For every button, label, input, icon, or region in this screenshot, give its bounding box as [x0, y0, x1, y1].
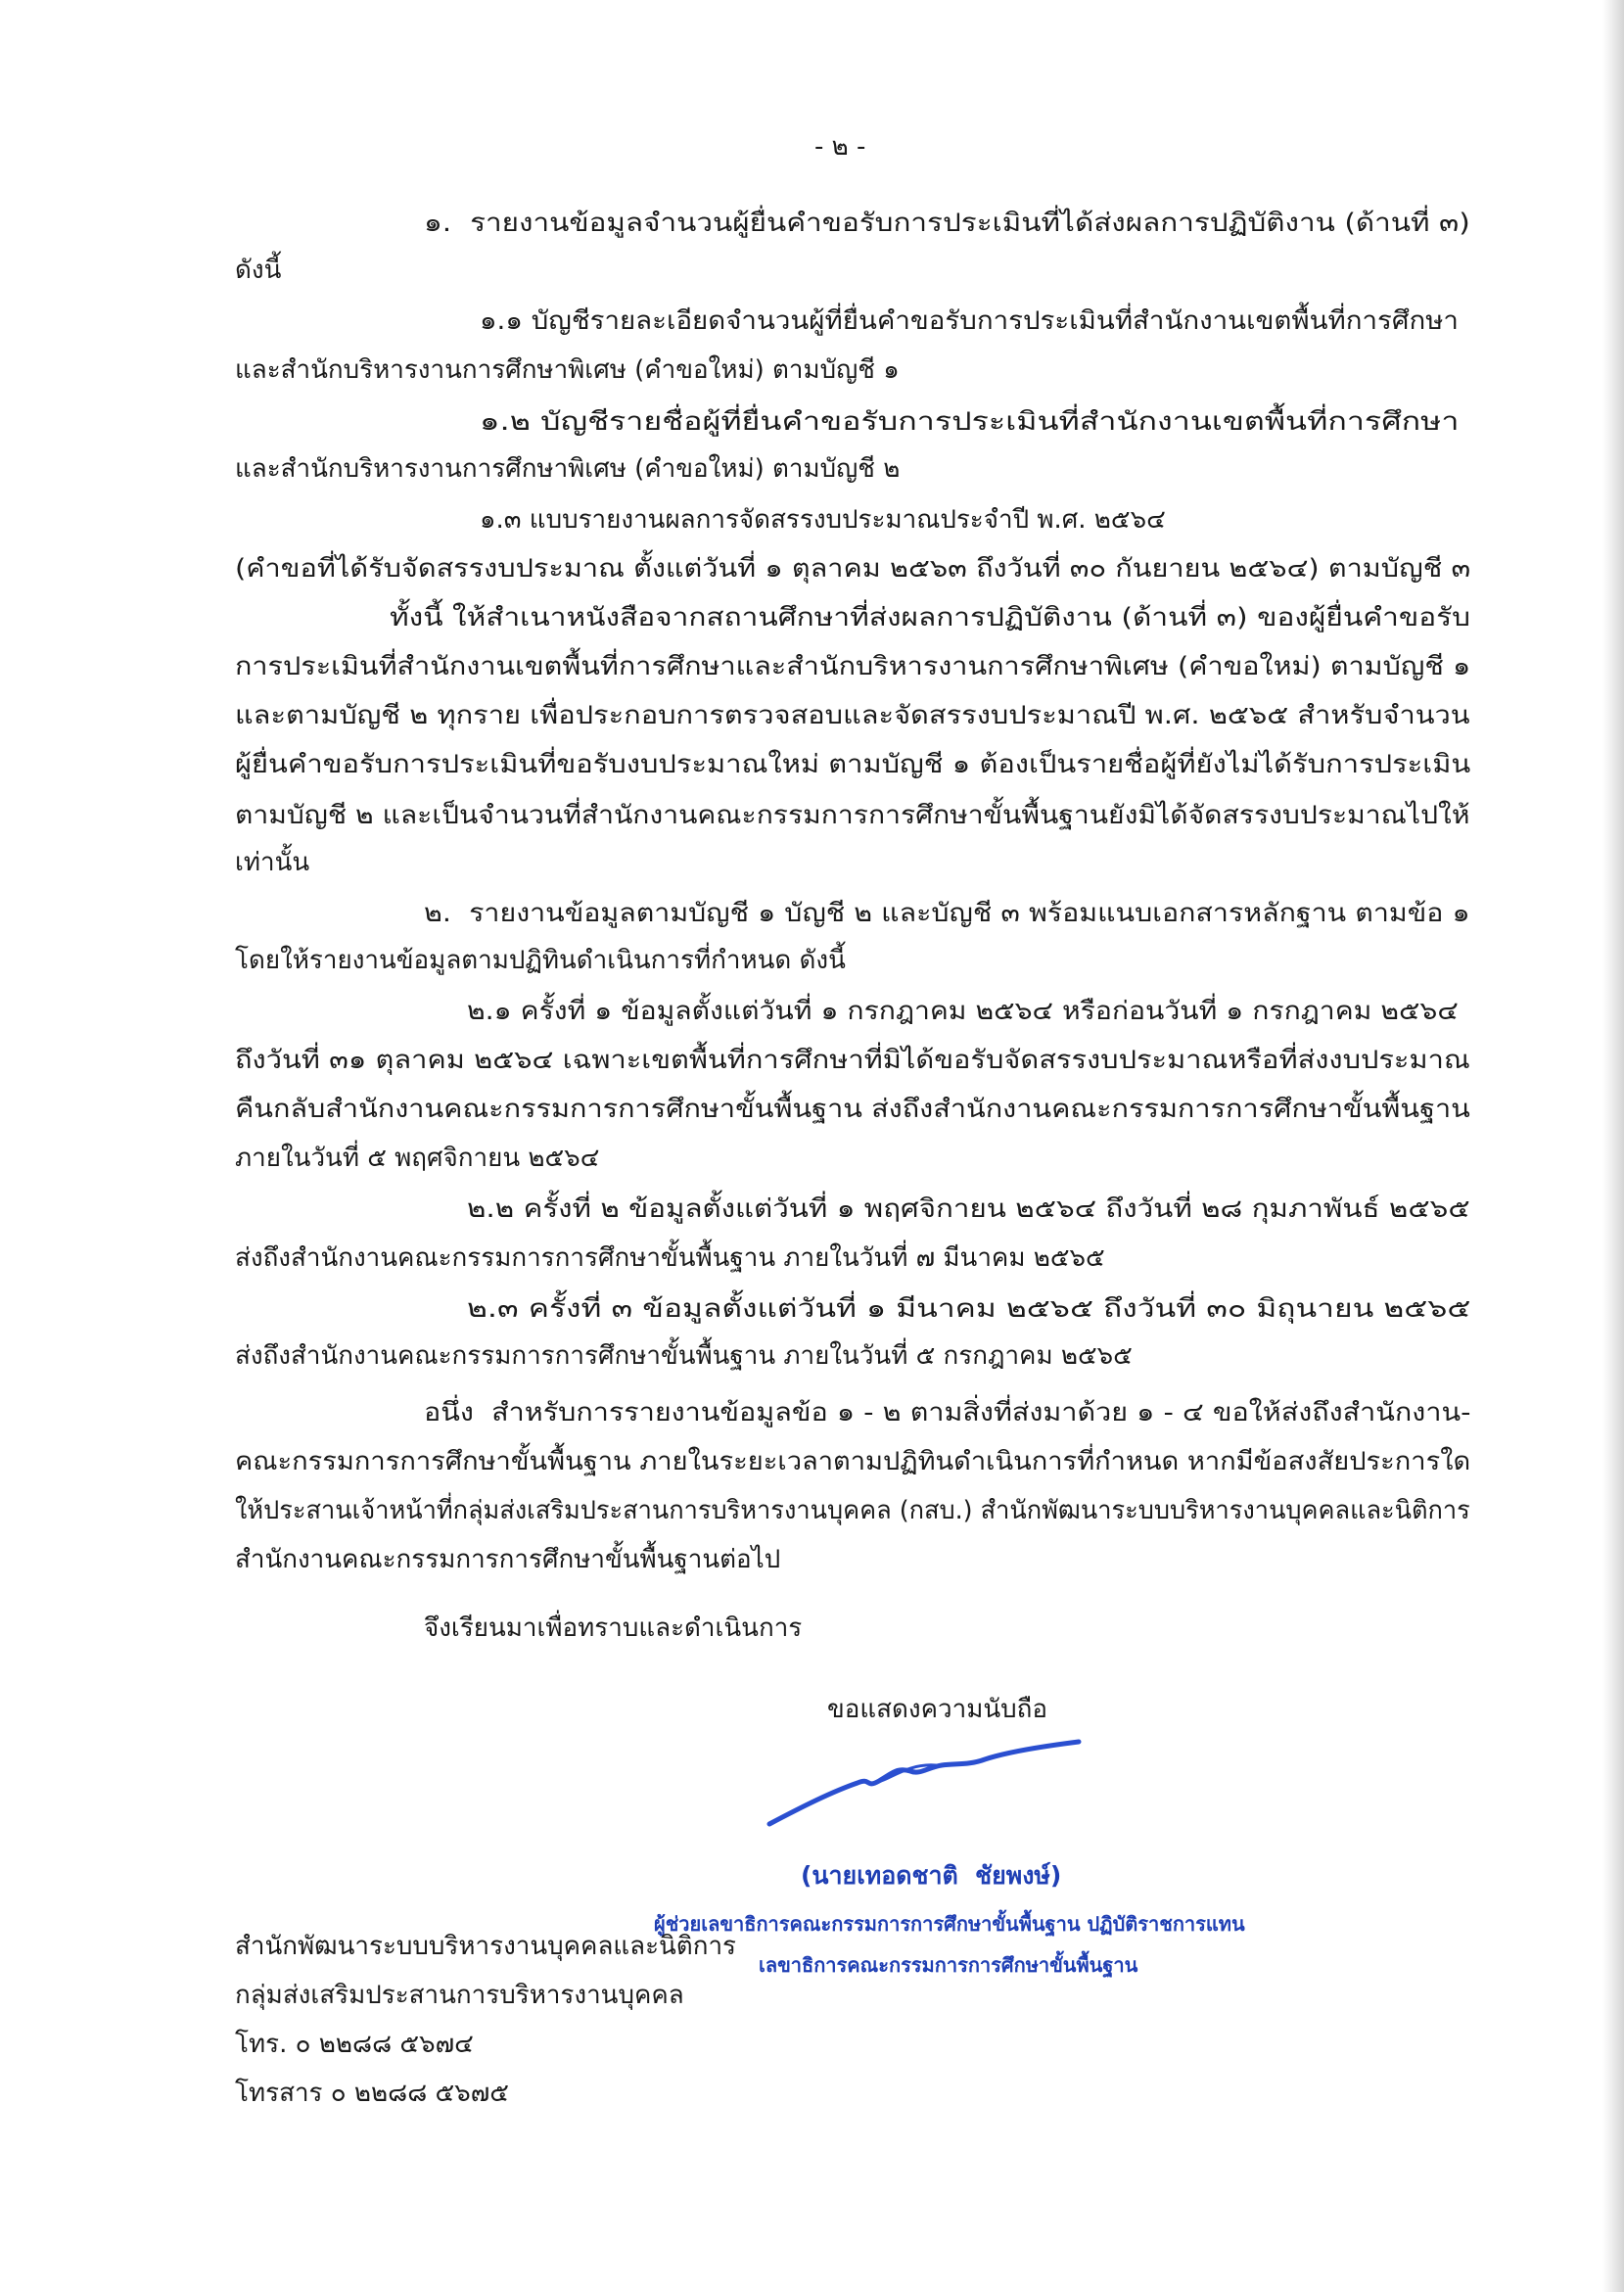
paragraph-line: ๑.๓ แบบรายงานผลการจัดสรรงบประมาณประจำปี พ.ศ. ๒๕๖๔ — [480, 505, 1166, 535]
footer-office: สำนักพัฒนาระบบบริหารงานบุคคลและนิติการ — [235, 1932, 737, 1961]
regards-line: ขอแสดงความนับถือ — [827, 1695, 1047, 1724]
paragraph-line: และสำนักบริหารงานการศึกษาพิเศษ (คำขอใหม่) ตามบัญชี ๒ — [235, 454, 901, 484]
handwritten-signature — [764, 1738, 1087, 1836]
paragraph-line: ให้ประสานเจ้าหน้าที่กลุ่มส่งเสริมประสานการบริหารงานบุคคล (กสบ.) สำนักพัฒนาระบบบริหารงานบุคคลและนิติการ — [235, 1496, 1470, 1525]
signatory-title-line-2: เลขาธิการคณะกรรมการการศึกษาขั้นพื้นฐาน — [759, 1953, 1138, 1977]
signatory-title-line-1: ผู้ช่วยเลขาธิการคณะกรรมการการศึกษาขั้นพื้นฐาน ปฏิบัติราชการแทน — [654, 1912, 1245, 1936]
paragraph-line: ๑.๒ บัญชีรายชื่อผู้ที่ยื่นคำขอรับการประเมินที่สำนักงานเขตพื้นที่การศึกษา — [480, 407, 1460, 437]
footer-group: กลุ่มส่งเสริมประสานการบริหารงานบุคคล — [235, 1981, 684, 2010]
paragraph-line: อนึ่ง สำหรับการรายงานข้อมูลข้อ ๑ - ๒ ตามสิ่งที่ส่งมาด้วย ๑ - ๔ ขอให้ส่งถึงสำนักงาน- — [424, 1398, 1471, 1427]
paragraph-line: ผู้ยื่นคำขอรับการประเมินที่ขอรับงบประมาณใหม่ ตามบัญชี ๑ ต้องเป็นรายชื่อผู้ที่ยังไม่ได้รับการประเมิน — [235, 750, 1471, 779]
paragraph-line: ๒.๒ ครั้งที่ ๒ ข้อมูลตั้งแต่วันที่ ๑ พฤศจิกายน ๒๕๖๔ ถึงวันที่ ๒๘ กุมภาพันธ์ ๒๕๖๕ — [467, 1194, 1470, 1224]
footer-phone: โทร. ๐ ๒๒๘๘ ๕๖๗๔ — [235, 2030, 474, 2059]
scan-edge-shadow — [1602, 0, 1624, 2292]
paragraph-line: (คำขอที่ได้รับจัดสรรงบประมาณ ตั้งแต่วันที่ ๑ ตุลาคม ๒๕๖๓ ถึงวันที่ ๓๐ กันยายน ๒๕๖๔) ตามบัญชี ๓ — [235, 554, 1471, 584]
paragraph-line: การประเมินที่สำนักงานเขตพื้นที่การศึกษาและสำนักบริหารงานการศึกษาพิเศษ (คำขอใหม่) ตามบัญชี ๑ — [235, 652, 1471, 681]
paragraph-line: และตามบัญชี ๒ ทุกราย เพื่อประกอบการตรวจสอบและจัดสรรงบประมาณปี พ.ศ. ๒๕๖๕ สำหรับจำนวน — [235, 701, 1470, 730]
paragraph-line: ภายในวันที่ ๕ พฤศจิกายน ๒๕๖๔ — [235, 1144, 600, 1173]
paragraph-line: ส่งถึงสำนักงานคณะกรรมการการศึกษาขั้นพื้นฐาน ภายในวันที่ ๗ มีนาคม ๒๕๖๕ — [235, 1243, 1105, 1273]
signatory-name: (นายเทอดชาติ ชัยพงษ์) — [801, 1861, 1062, 1890]
paragraph-line: ตามบัญชี ๒ และเป็นจำนวนที่สำนักงานคณะกรรมการการศึกษาขั้นพื้นฐานยังมิได้จัดสรรงบประมาณไปให้ — [235, 801, 1470, 830]
paragraph-line: คณะกรรมการการศึกษาขั้นพื้นฐาน ภายในระยะเวลาตามปฏิทินดำเนินการที่กำหนด หากมีข้อสงสัยประการใด — [235, 1447, 1471, 1476]
paragraph-line: คืนกลับสำนักงานคณะกรรมการการศึกษาขั้นพื้นฐาน ส่งถึงสำนักงานคณะกรรมการการศึกษาขั้นพื้นฐาน — [235, 1095, 1470, 1124]
paragraph-line: ๒.๓ ครั้งที่ ๓ ข้อมูลตั้งแต่วันที่ ๑ มีนาคม ๒๕๖๕ ถึงวันที่ ๓๐ มิถุนายน ๒๕๖๕ — [467, 1294, 1471, 1324]
paragraph-line: ดังนี้ — [235, 256, 282, 285]
paragraph-line: ส่งถึงสำนักงานคณะกรรมการการศึกษาขั้นพื้นฐาน ภายในวันที่ ๕ กรกฎาคม ๒๕๖๕ — [235, 1341, 1133, 1371]
paragraph-line: และสำนักบริหารงานการศึกษาพิเศษ (คำขอใหม่) ตามบัญชี ๑ — [235, 355, 900, 385]
footer-fax: โทรสาร ๐ ๒๒๘๘ ๕๖๗๕ — [235, 2079, 509, 2108]
paragraph-line: ๑. รายงานข้อมูลจำนวนผู้ยื่นคำขอรับการประเมินที่ได้ส่งผลการปฏิบัติงาน (ด้านที่ ๓) — [424, 209, 1470, 238]
paragraph-line: ถึงวันที่ ๓๑ ตุลาคม ๒๕๖๔ เฉพาะเขตพื้นที่การศึกษาที่มิได้ขอรับจัดสรรงบประมาณหรือที่ส่งงบประมาณ — [235, 1046, 1470, 1075]
paragraph-line: สำนักงานคณะกรรมการการศึกษาขั้นพื้นฐานต่อไป — [235, 1545, 781, 1574]
paragraph-line: ทั้งนี้ ให้สำเนาหนังสือจากสถานศึกษาที่ส่งผลการปฏิบัติงาน (ด้านที่ ๓) ของผู้ยื่นคำขอรับ — [390, 603, 1471, 632]
closing-line: จึงเรียนมาเพื่อทราบและดำเนินการ — [424, 1614, 803, 1643]
paragraph-line: ๑.๑ บัญชีรายละเอียดจำนวนผู้ที่ยื่นคำขอรับการประเมินที่สำนักงานเขตพื้นที่การศึกษา — [480, 306, 1459, 336]
paragraph-line: โดยให้รายงานข้อมูลตามปฏิทินดำเนินการที่กำหนด ดังนี้ — [235, 946, 846, 975]
paragraph-line: ๒.๑ ครั้งที่ ๑ ข้อมูลตั้งแต่วันที่ ๑ กรกฎาคม ๒๕๖๔ หรือก่อนวันที่ ๑ กรกฎาคม ๒๕๖๔ — [467, 997, 1459, 1026]
paragraph-line: ๒. รายงานข้อมูลตามบัญชี ๑ บัญชี ๒ และบัญชี ๓ พร้อมแนบเอกสารหลักฐาน ตามข้อ ๑ — [424, 899, 1470, 928]
page-number: - ๒ - — [814, 132, 866, 162]
paragraph-line: เท่านั้น — [235, 848, 310, 877]
